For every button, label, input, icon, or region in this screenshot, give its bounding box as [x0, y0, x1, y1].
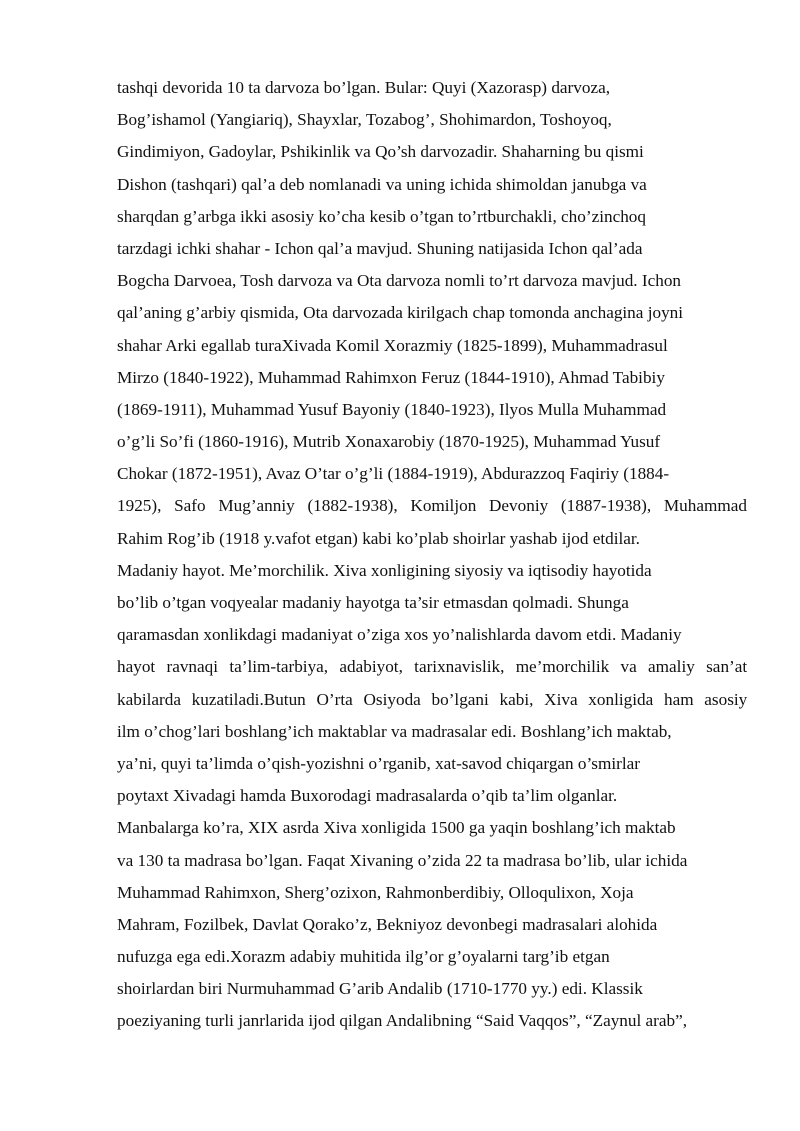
text-line: ya’ni, quyi ta’limda o’qish-yozishni o’rganib, xat-savod chiqargan o’smirlar [117, 753, 640, 773]
text-line: Gindimiyon, Gadoylar, Pshikinlik va Qo’sh darvozadir. Shaharning bu qismi [117, 142, 644, 162]
text-line: Mahram, Fozilbek, Davlat Qorako’z, Bekniyoz devonbegi madrasalari alohida [117, 914, 658, 934]
text-line: Muhammad Rahimxon, Sherg’ozixon, Rahmonberdibiy, Olloqulixon, Xoja [117, 882, 634, 902]
text-line: tashqi devorida 10 ta darvoza bo’lgan. Bular: Quyi (Xazorasp) darvoza, [117, 78, 611, 97]
text-line: qaramasdan xonlikdagi madaniyat o’ziga xos yo’nalishlarda davom etdi. Madaniy [117, 625, 682, 645]
text-line: Mirzo (1840-1922), Muhammad Rahimxon Feruz (1844-1910), Ahmad Tabibiy [117, 367, 665, 387]
text-line: Dishon (tashqari) qal’a deb nomlanadi va uning ichida shimoldan janubga va [117, 174, 647, 194]
text-line: shahar Arki egallab turaXivada Komil Xorazmiy (1825-1899), Muhammadrasul [117, 335, 668, 355]
text-line: Chokar (1872-1951), Avaz O’tar o’g’li (1884-1919), Abdurazzoq Faqiriy (1884- [117, 464, 670, 484]
text-line: Rahim Rog’ib (1918 y.vafot etgan) kabi ko’plab shoirlar yashab ijod etdilar. [117, 528, 640, 548]
text-line: va 130 ta madrasa bo’lgan. Faqat Xivaning o’zida 22 ta madrasa bo’lib, ular ichida [117, 850, 688, 870]
text-line: poeziyaning turli janrlarida ijod qilgan Andalibning “Said Vaqqos”, “Zaynul arab”, [117, 1011, 688, 1031]
text-line: ilm o’chog’lari boshlang’ich maktablar va madrasalar edi. Boshlang’ich maktab, [117, 721, 672, 741]
text-line: sharqdan g’arbga ikki asosiy ko’cha kesib o’tgan to’rtburchakli, cho’zinchoq [117, 206, 646, 226]
text-line: poytaxt Xivadagi hamda Buxorodagi madrasalarda o’qib ta’lim olganlar. [117, 786, 618, 806]
text-line: Manbalarga ko’ra, XIX asrda Xiva xonligida 1500 ga yaqin boshlang’ich maktab [117, 818, 676, 838]
text-line: tarzdagi ichki shahar - Ichon qal’a mavjud. Shuning natijasida Ichon qal’ada [117, 238, 643, 258]
text-line: bo’lib o’tgan voqyealar madaniy hayotga ta’sir etmasdan qolmadi. Shunga [117, 593, 629, 612]
text-line: kabilarda kuzatiladi.Butun O’rta Osiyoda bo’lgani kabi, Xiva xonligida ham asosiy [117, 689, 748, 709]
body-text [117, 72, 747, 1038]
text-line: o’g’li So’fi (1860-1916), Mutrib Xonaxarobiy (1870-1925), Muhammad Yusuf [117, 432, 661, 452]
text-line: Bogcha Darvoea, Tosh darvoza va Ota darvoza nomli to’rt darvoza mavjud. Ichon [117, 271, 682, 291]
text-line: nufuzga ega edi.Xorazm adabiy muhitida ilg’or g’oyalarni targ’ib etgan [117, 947, 610, 967]
text-line: qal’aning g’arbiy qismida, Ota darvozada kirilgach chap tomonda anchagina joyni [117, 303, 684, 323]
text-line: hayot ravnaqi ta’lim-tarbiya, adabiyot, tarixnavislik, me’morchilik va amaliy san’at [117, 657, 748, 677]
text-line: 1925), Safo Mug’anniy (1882-1938), Komiljon Devoniy (1887-1938), Muhammad [117, 496, 747, 516]
text-line: (1869-1911), Muhammad Yusuf Bayoniy (1840-1923), Ilyos Mulla Muhammad [117, 399, 667, 419]
text-line: Bog’ishamol (Yangiariq), Shayxlar, Tozabog’, Shohimardon, Toshoyoq, [117, 110, 612, 130]
text-line: Madaniy hayot. Me’morchilik. Xiva xonligining siyosiy va iqtisodiy hayotida [117, 560, 652, 580]
text-line: shoirlardan biri Nurmuhammad G’arib Andalib (1710-1770 yy.) edi. Klassik [117, 979, 643, 999]
